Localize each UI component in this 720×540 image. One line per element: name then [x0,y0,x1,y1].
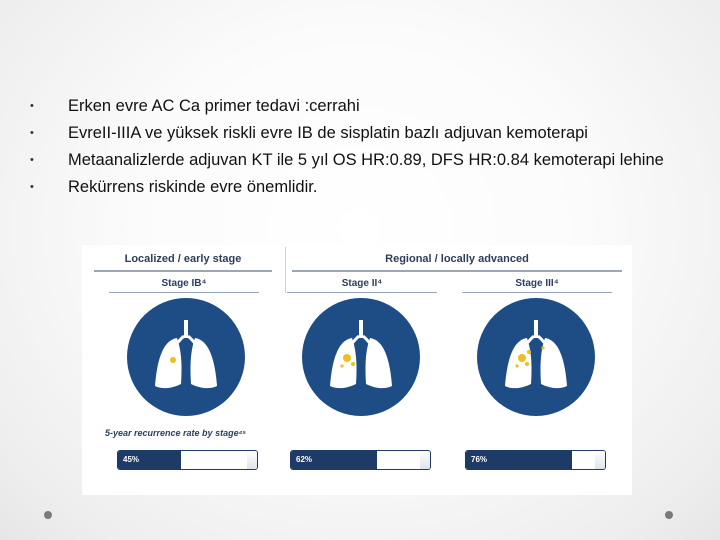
bullet-item [30,150,700,171]
bullet-dot: • [30,127,34,139]
stage-iii-lung-icon [477,298,595,416]
bullet-dot: • [30,181,34,193]
stage-ii-label: Stage II⁴ [287,278,437,293]
bullet-dot: • [30,154,34,166]
bullet-text: Metaanalizlerde adjuvan KT ile 5 yıl OS HR:0.89, DFS HR:0.84 kemoterapi lehine [68,151,664,169]
bullet-list [30,96,700,204]
slide-nav-dot-left[interactable] [44,511,52,519]
recurrence-rate-label: 5-year recurrence rate by stage⁴⁵ [105,428,247,438]
bullet-item [30,177,700,198]
bullet-dot: • [30,100,34,112]
stage-iii-label: Stage III⁴ [462,278,612,293]
bullet-text: Rekürrens riskinde evre önemlidir. [68,178,318,196]
bullet-item [30,96,700,117]
stage-ib-recurrence-bar [117,450,258,470]
bar-percent: 76% [471,455,488,464]
bullet-item [30,123,700,144]
bar-percent: 45% [123,455,140,464]
bullet-text: EvreII-IIIA ve yüksek riskli evre IB de sisplatin bazlı adjuvan kemoterapi [68,124,588,142]
bullet-text: Erken evre AC Ca primer tedavi :cerrahi [68,97,360,115]
slide-nav-dot-right[interactable] [665,511,673,519]
stage-ib-label: Stage IB⁴ [109,278,259,293]
stage-ii-recurrence-bar [290,450,431,470]
stage-iii-recurrence-bar [465,450,606,470]
header-early-stage: Localized / early stage [94,248,272,272]
header-divider [285,247,286,293]
bar-percent: 62% [296,455,313,464]
stage-ii-lung-icon [302,298,420,416]
recurrence-figure [82,245,632,495]
header-locally-advanced: Regional / locally advanced [292,248,622,272]
stage-ib-lung-icon [127,298,245,416]
